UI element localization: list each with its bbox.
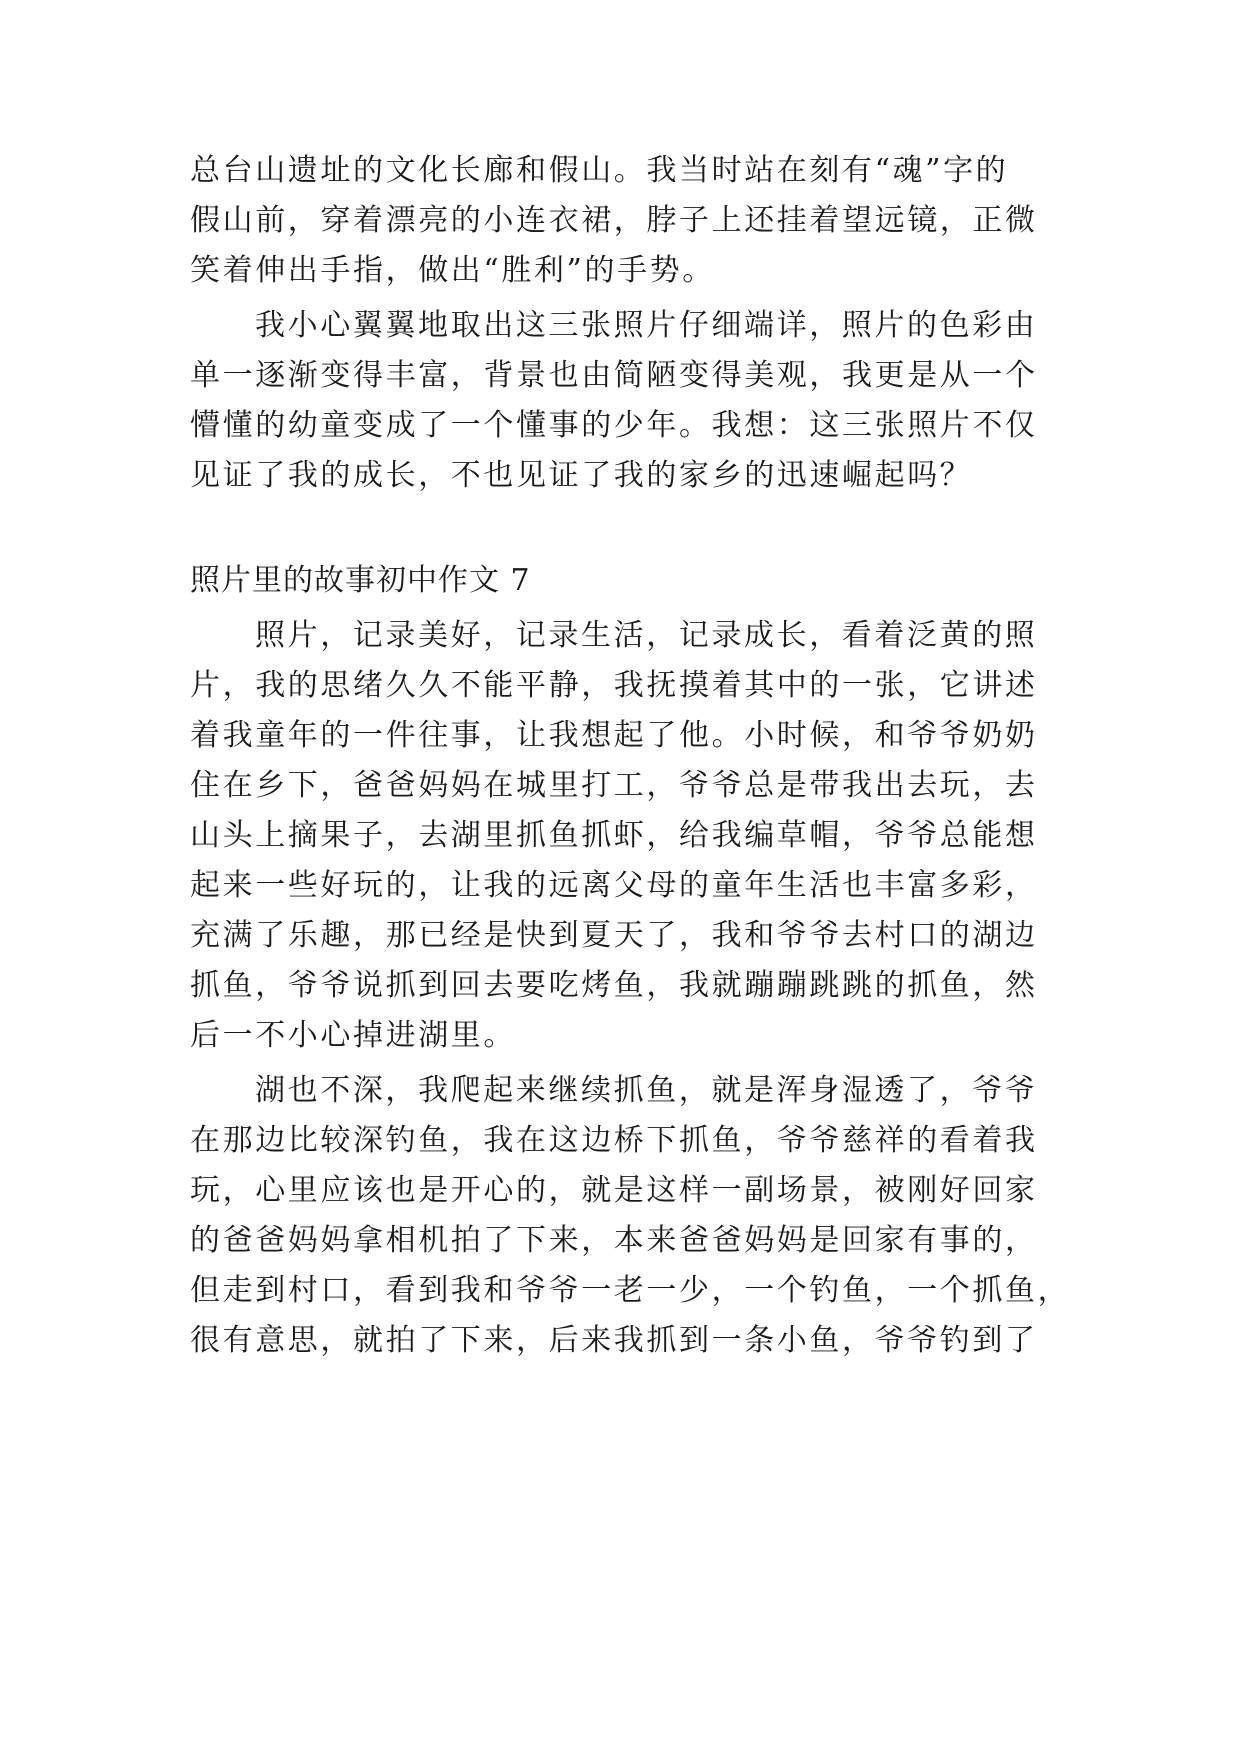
section-title: 照片里的故事初中作文 7 [190,563,531,598]
paragraph-line: 后一不小心掉进湖里。 [190,1018,516,1053]
paragraph-line: 的爸爸妈妈拿相机拍了下来，本来爸爸妈妈是回家有事的， [190,1223,1038,1258]
paragraph-line: 着我童年的一件往事，让我想起了他。小时候，和爷爷奶奶 [190,718,1038,753]
paragraph-line: 玩，心里应该也是开心的，就是这样一副场景，被刚好回家 [190,1173,1038,1208]
paragraph-line: 但走到村口，看到我和爷爷一老一少，一个钓鱼，一个抓鱼， [190,1273,1071,1308]
paragraph-line: 我小心翼翼地取出这三张照片仔细端详，照片的色彩由 [255,308,1038,343]
paragraph-line: 很有意思，就拍了下来，后来我抓到一条小鱼，爷爷钓到了 [190,1323,1038,1358]
paragraph-line: 懵懂的幼童变成了一个懂事的少年。我想：这三张照片不仅 [190,408,1038,443]
paragraph-line: 照片，记录美好，记录生活，记录成长，看着泛黄的照 [255,618,1038,653]
paragraph-line: 总台山遗址的文化长廊和假山。我当时站在刻有“魂”字的 [190,153,1009,188]
paragraph-line: 充满了乐趣，那已经是快到夏天了，我和爷爷去村口的湖边 [190,918,1038,953]
paragraph-line: 湖也不深，我爬起来继续抓鱼，就是浑身湿透了，爷爷 [255,1073,1038,1108]
paragraph-line: 住在乡下，爸爸妈妈在城里打工，爷爷总是带我出去玩，去 [190,768,1038,803]
paragraph-line: 单一逐渐变得丰富，背景也由简陋变得美观，我更是从一个 [190,358,1038,393]
paragraph-line: 起来一些好玩的，让我的远离父母的童年生活也丰富多彩， [190,868,1038,903]
paragraph-line: 片，我的思绪久久不能平静，我抚摸着其中的一张，它讲述 [190,668,1038,703]
paragraph-line: 山头上摘果子，去湖里抓鱼抓虾，给我编草帽，爷爷总能想 [190,818,1038,853]
paragraph-line: 见证了我的成长，不也见证了我的家乡的迅速崛起吗？ [190,458,973,493]
paragraph-line: 在那边比较深钓鱼，我在这边桥下抓鱼，爷爷慈祥的看着我 [190,1123,1038,1158]
paragraph-line: 笑着伸出手指，做出“胜利”的手势。 [190,253,715,288]
paragraph-line: 假山前，穿着漂亮的小连衣裙，脖子上还挂着望远镜，正微 [190,203,1038,238]
paragraph-line: 抓鱼，爷爷说抓到回去要吃烤鱼，我就蹦蹦跳跳的抓鱼，然 [190,968,1038,1003]
